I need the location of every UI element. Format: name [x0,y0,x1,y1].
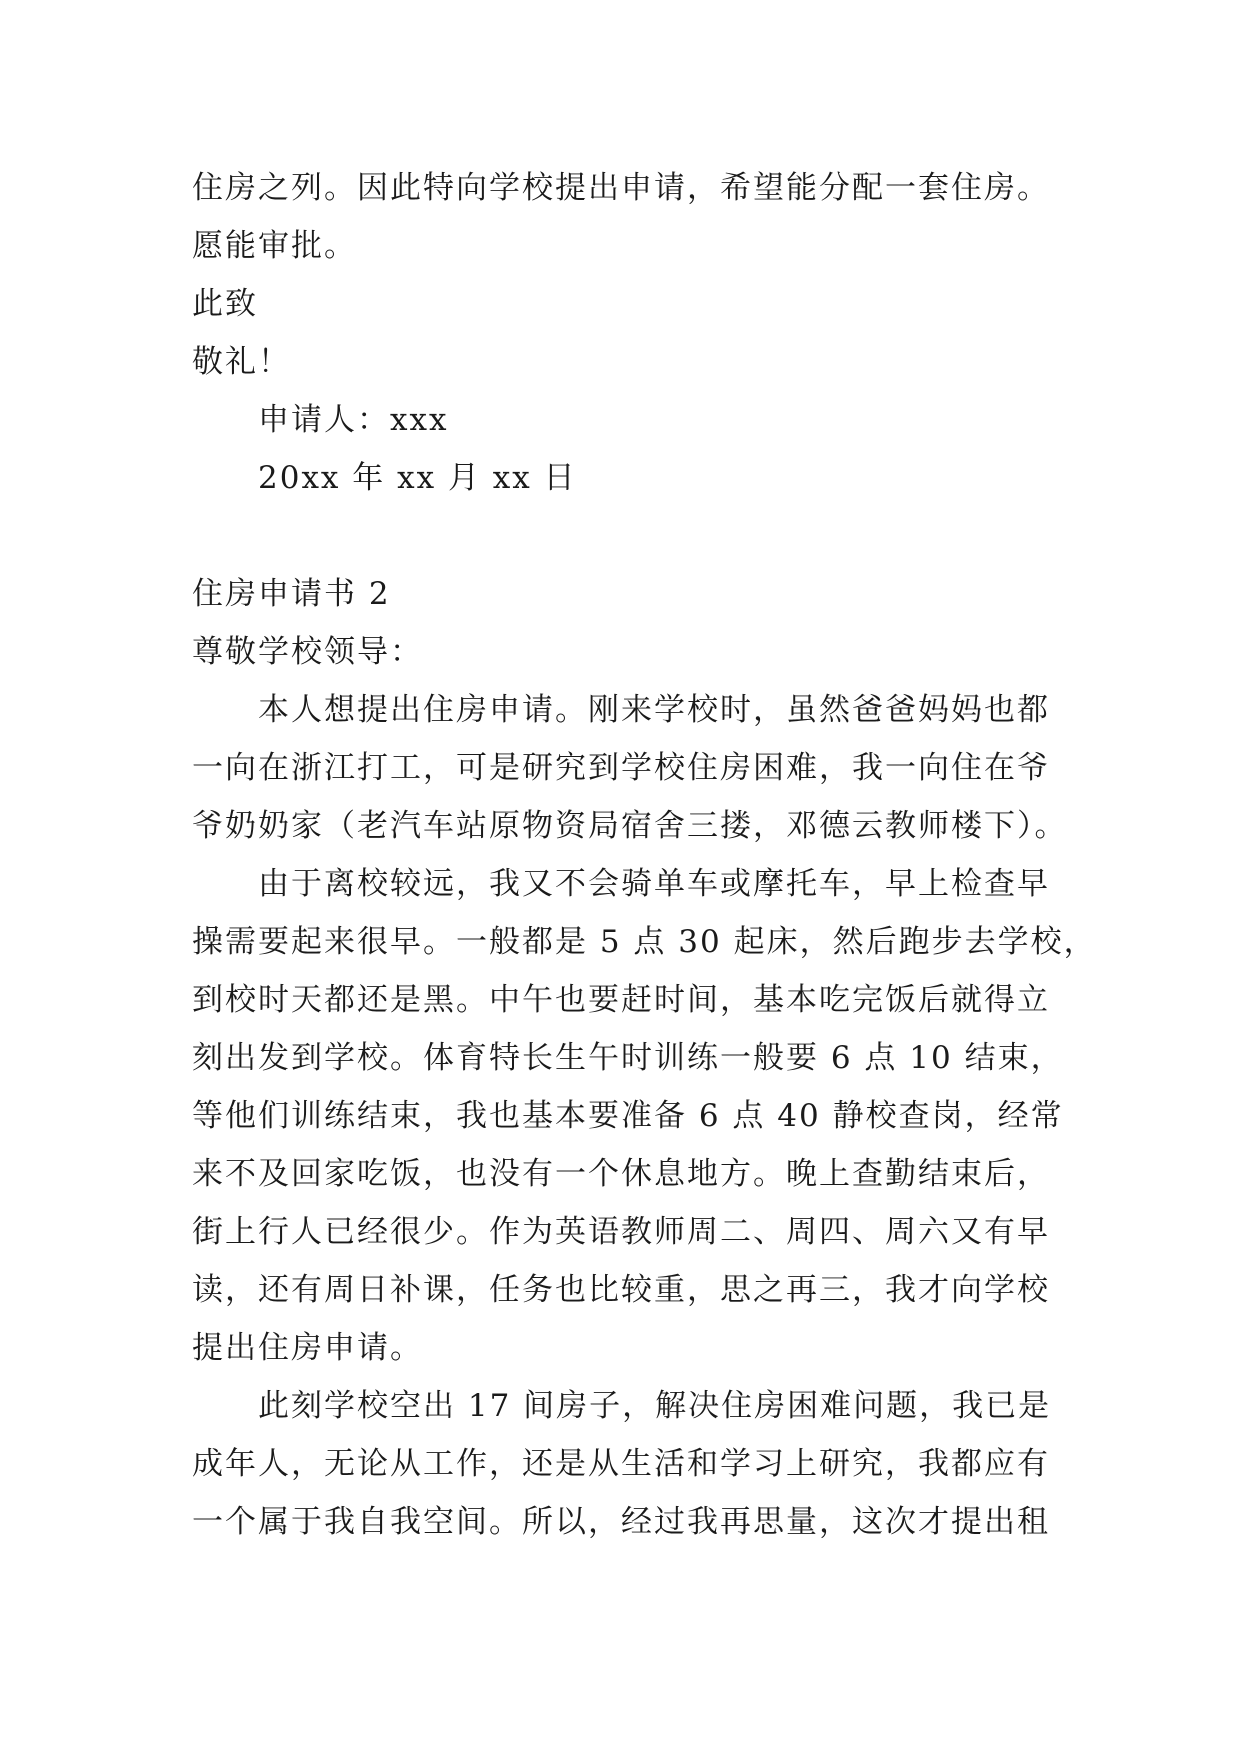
section-title: 住房申请书 2 [192,576,391,612]
greeting-line: 尊敬学校领导： [192,634,423,670]
paragraph-line: 由于离校较远，我又不会骑单车或摩托车，早上检查早 [258,866,1050,902]
paragraph-line: 操需要起来很早。一般都是 5 点 30 起床，然后跑步去学校， [192,924,1097,960]
paragraph-line: 一个属于我自我空间。所以，经过我再思量，这次才提出租 [192,1504,1050,1540]
paragraph-line: 爷奶奶家（老汽车站原物资局宿舍三搂，邓德云教师楼下）。 [192,808,1068,844]
body-line: 住房之列。因此特向学校提出申请，希望能分配一套住房。 [192,170,1050,206]
paragraph-line: 本人想提出住房申请。刚来学校时，虽然爸爸妈妈也都 [258,692,1050,728]
applicant-line: 申请人：xxx [258,402,449,438]
paragraph-line: 提出住房申请。 [192,1330,423,1366]
paragraph-line: 成年人，无论从工作，还是从生活和学习上研究，我都应有 [192,1446,1050,1482]
paragraph-line: 一向在浙江打工，可是研究到学校住房困难，我一向住在爷 [192,750,1050,786]
paragraph-line: 来不及回家吃饭，也没有一个休息地方。晚上查勤结束后， [192,1156,1050,1192]
salute-line: 敬礼！ [192,344,291,380]
body-line: 愿能审批。 [192,228,357,264]
paragraph-line: 此刻学校空出 17 间房子，解决住房困难问题，我已是 [258,1388,1052,1424]
date-line: 20xx 年 xx 月 xx 日 [258,460,577,496]
paragraph-line: 到校时天都还是黑。中午也要赶时间，基本吃完饭后就得立 [192,982,1050,1018]
paragraph-line: 街上行人已经很少。作为英语教师周二、周四、周六又有早 [192,1214,1050,1250]
paragraph-line: 等他们训练结束，我也基本要准备 6 点 40 静校查岗，经常 [192,1098,1064,1134]
paragraph-line: 读，还有周日补课，任务也比较重，思之再三，我才向学校 [192,1272,1050,1308]
closing-line: 此致 [192,286,258,322]
paragraph-line: 刻出发到学校。体育特长生午时训练一般要 6 点 10 结束， [192,1040,1064,1076]
